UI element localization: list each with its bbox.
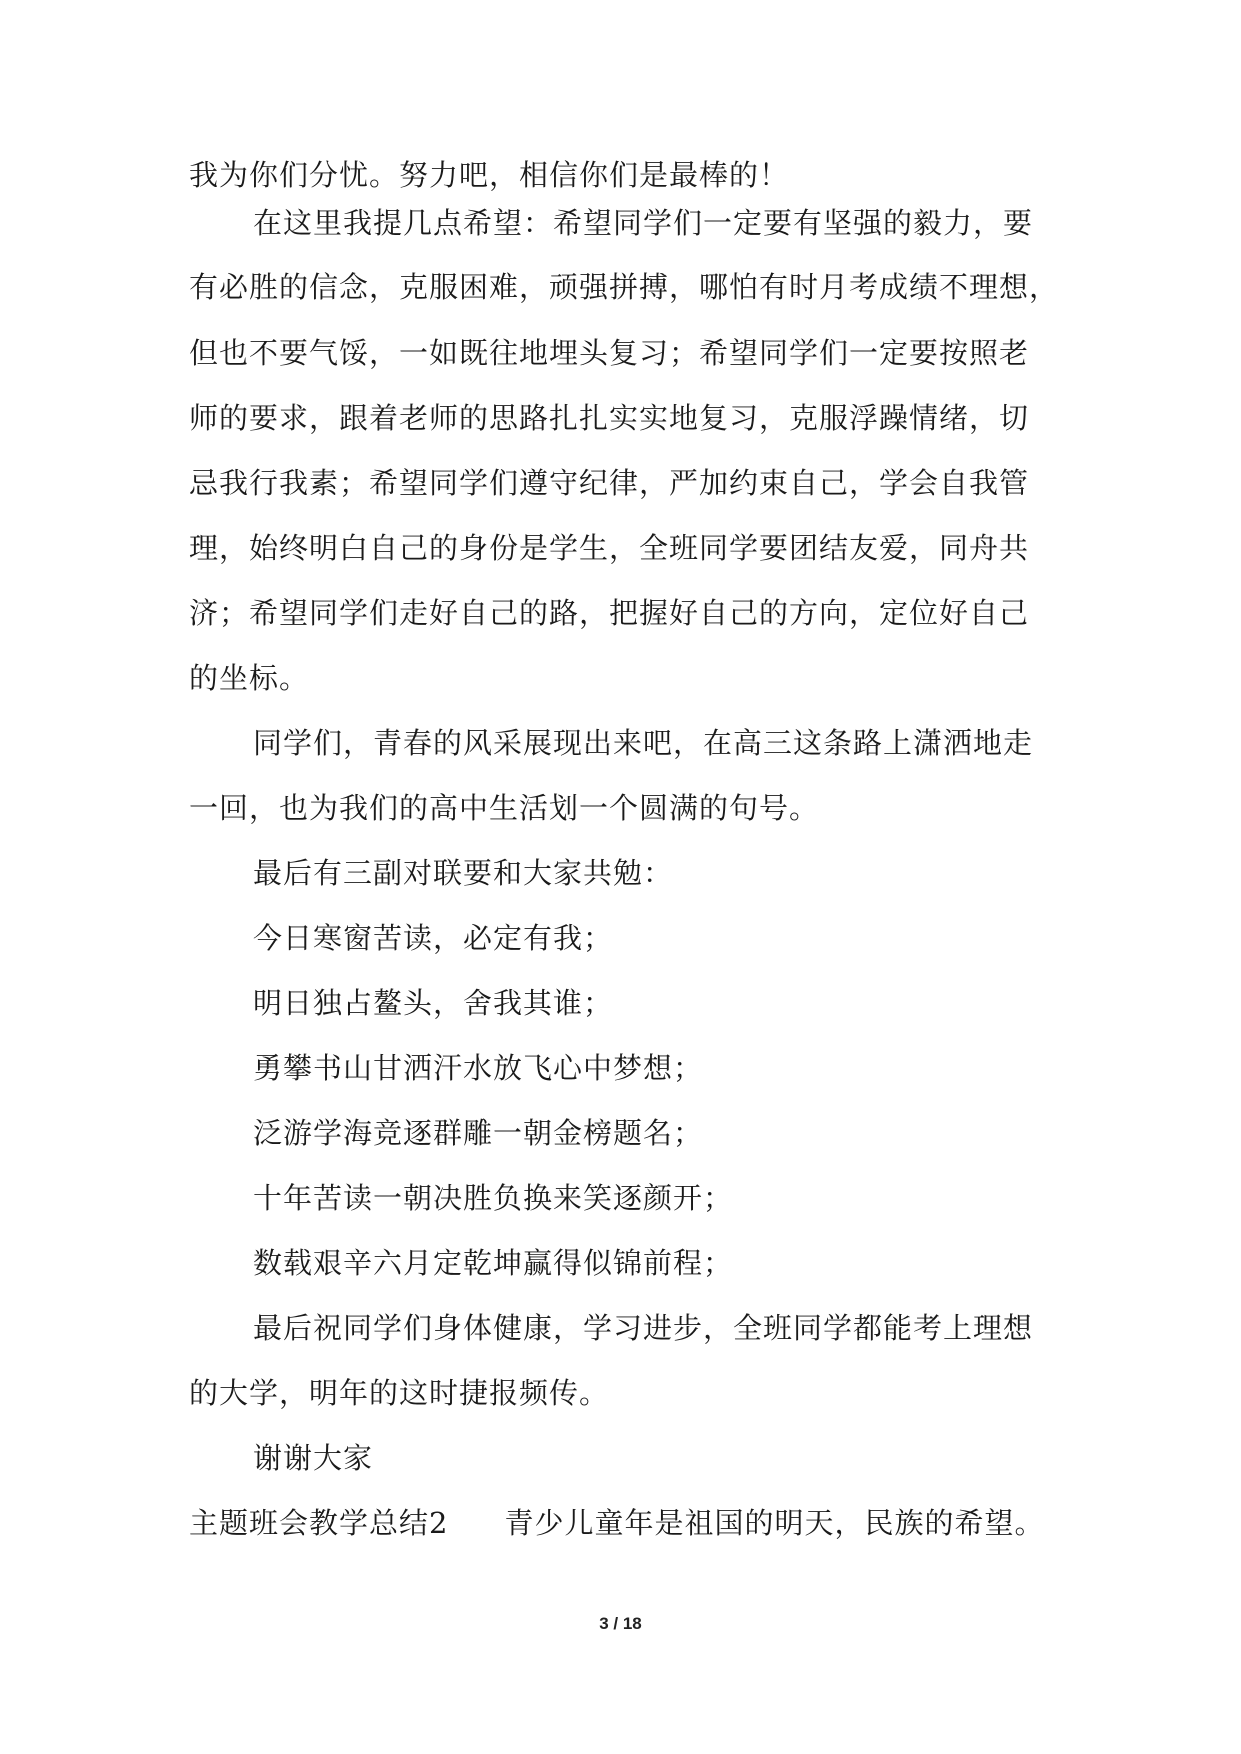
section-first-line: 青少儿童年是祖国的明天，民族的希望。	[504, 1506, 1045, 1540]
couplet-line: 十年苦读一朝决胜负换来笑逐颜开；	[253, 1181, 734, 1215]
paragraph-line: 忌我行我素；希望同学们遵守纪律，严加约束自己，学会自我管	[189, 466, 1030, 500]
paragraph-line: 我为你们分忧。努力吧，相信你们是最棒的！	[189, 158, 790, 192]
paragraph-line: 但也不要气馁，一如既往地埋头复习；希望同学们一定要按照老	[189, 336, 1030, 370]
paragraph-line: 最后祝同学们身体健康，学习进步，全班同学都能考上理想	[253, 1311, 1034, 1345]
paragraph-line: 在这里我提几点希望：希望同学们一定要有坚强的毅力，要	[253, 206, 1034, 240]
couplet-line: 明日独占鳌头，舍我其谁；	[253, 986, 614, 1020]
paragraph-line: 同学们，青春的风采展现出来吧，在高三这条路上潇洒地走	[253, 726, 1034, 760]
page-number: 3 / 18	[599, 1614, 642, 1633]
paragraph-line: 最后有三副对联要和大家共勉：	[253, 856, 674, 890]
section-heading-line	[189, 1503, 1044, 1543]
couplet-line: 勇攀书山甘洒汗水放飞心中梦想；	[253, 1051, 704, 1085]
paragraph-line: 有必胜的信念，克服困难，顽强拼搏，哪怕有时月考成绩不理想，	[189, 270, 1060, 304]
couplet-line: 泛游学海竞逐群雕一朝金榜题名；	[253, 1116, 704, 1150]
paragraph-line: 师的要求，跟着老师的思路扎扎实实地复习，克服浮躁情绪，切	[189, 401, 1030, 435]
paragraph-line: 一回，也为我们的高中生活划一个圆满的句号。	[189, 791, 820, 825]
paragraph-line: 理，始终明白自己的身份是学生，全班同学要团结友爱，同舟共	[189, 531, 1030, 565]
paragraph-line: 的大学，明年的这时捷报频传。	[189, 1376, 610, 1410]
section-title: 主题班会教学总结2	[189, 1506, 449, 1540]
closing-line: 谢谢大家	[253, 1441, 374, 1475]
couplet-line: 今日寒窗苦读，必定有我；	[253, 921, 614, 955]
paragraph-line: 济；希望同学们走好自己的路，把握好自己的方向，定位好自己	[189, 596, 1030, 630]
paragraph-line: 的坐标。	[189, 661, 310, 695]
couplet-line: 数载艰辛六月定乾坤赢得似锦前程；	[253, 1246, 734, 1280]
